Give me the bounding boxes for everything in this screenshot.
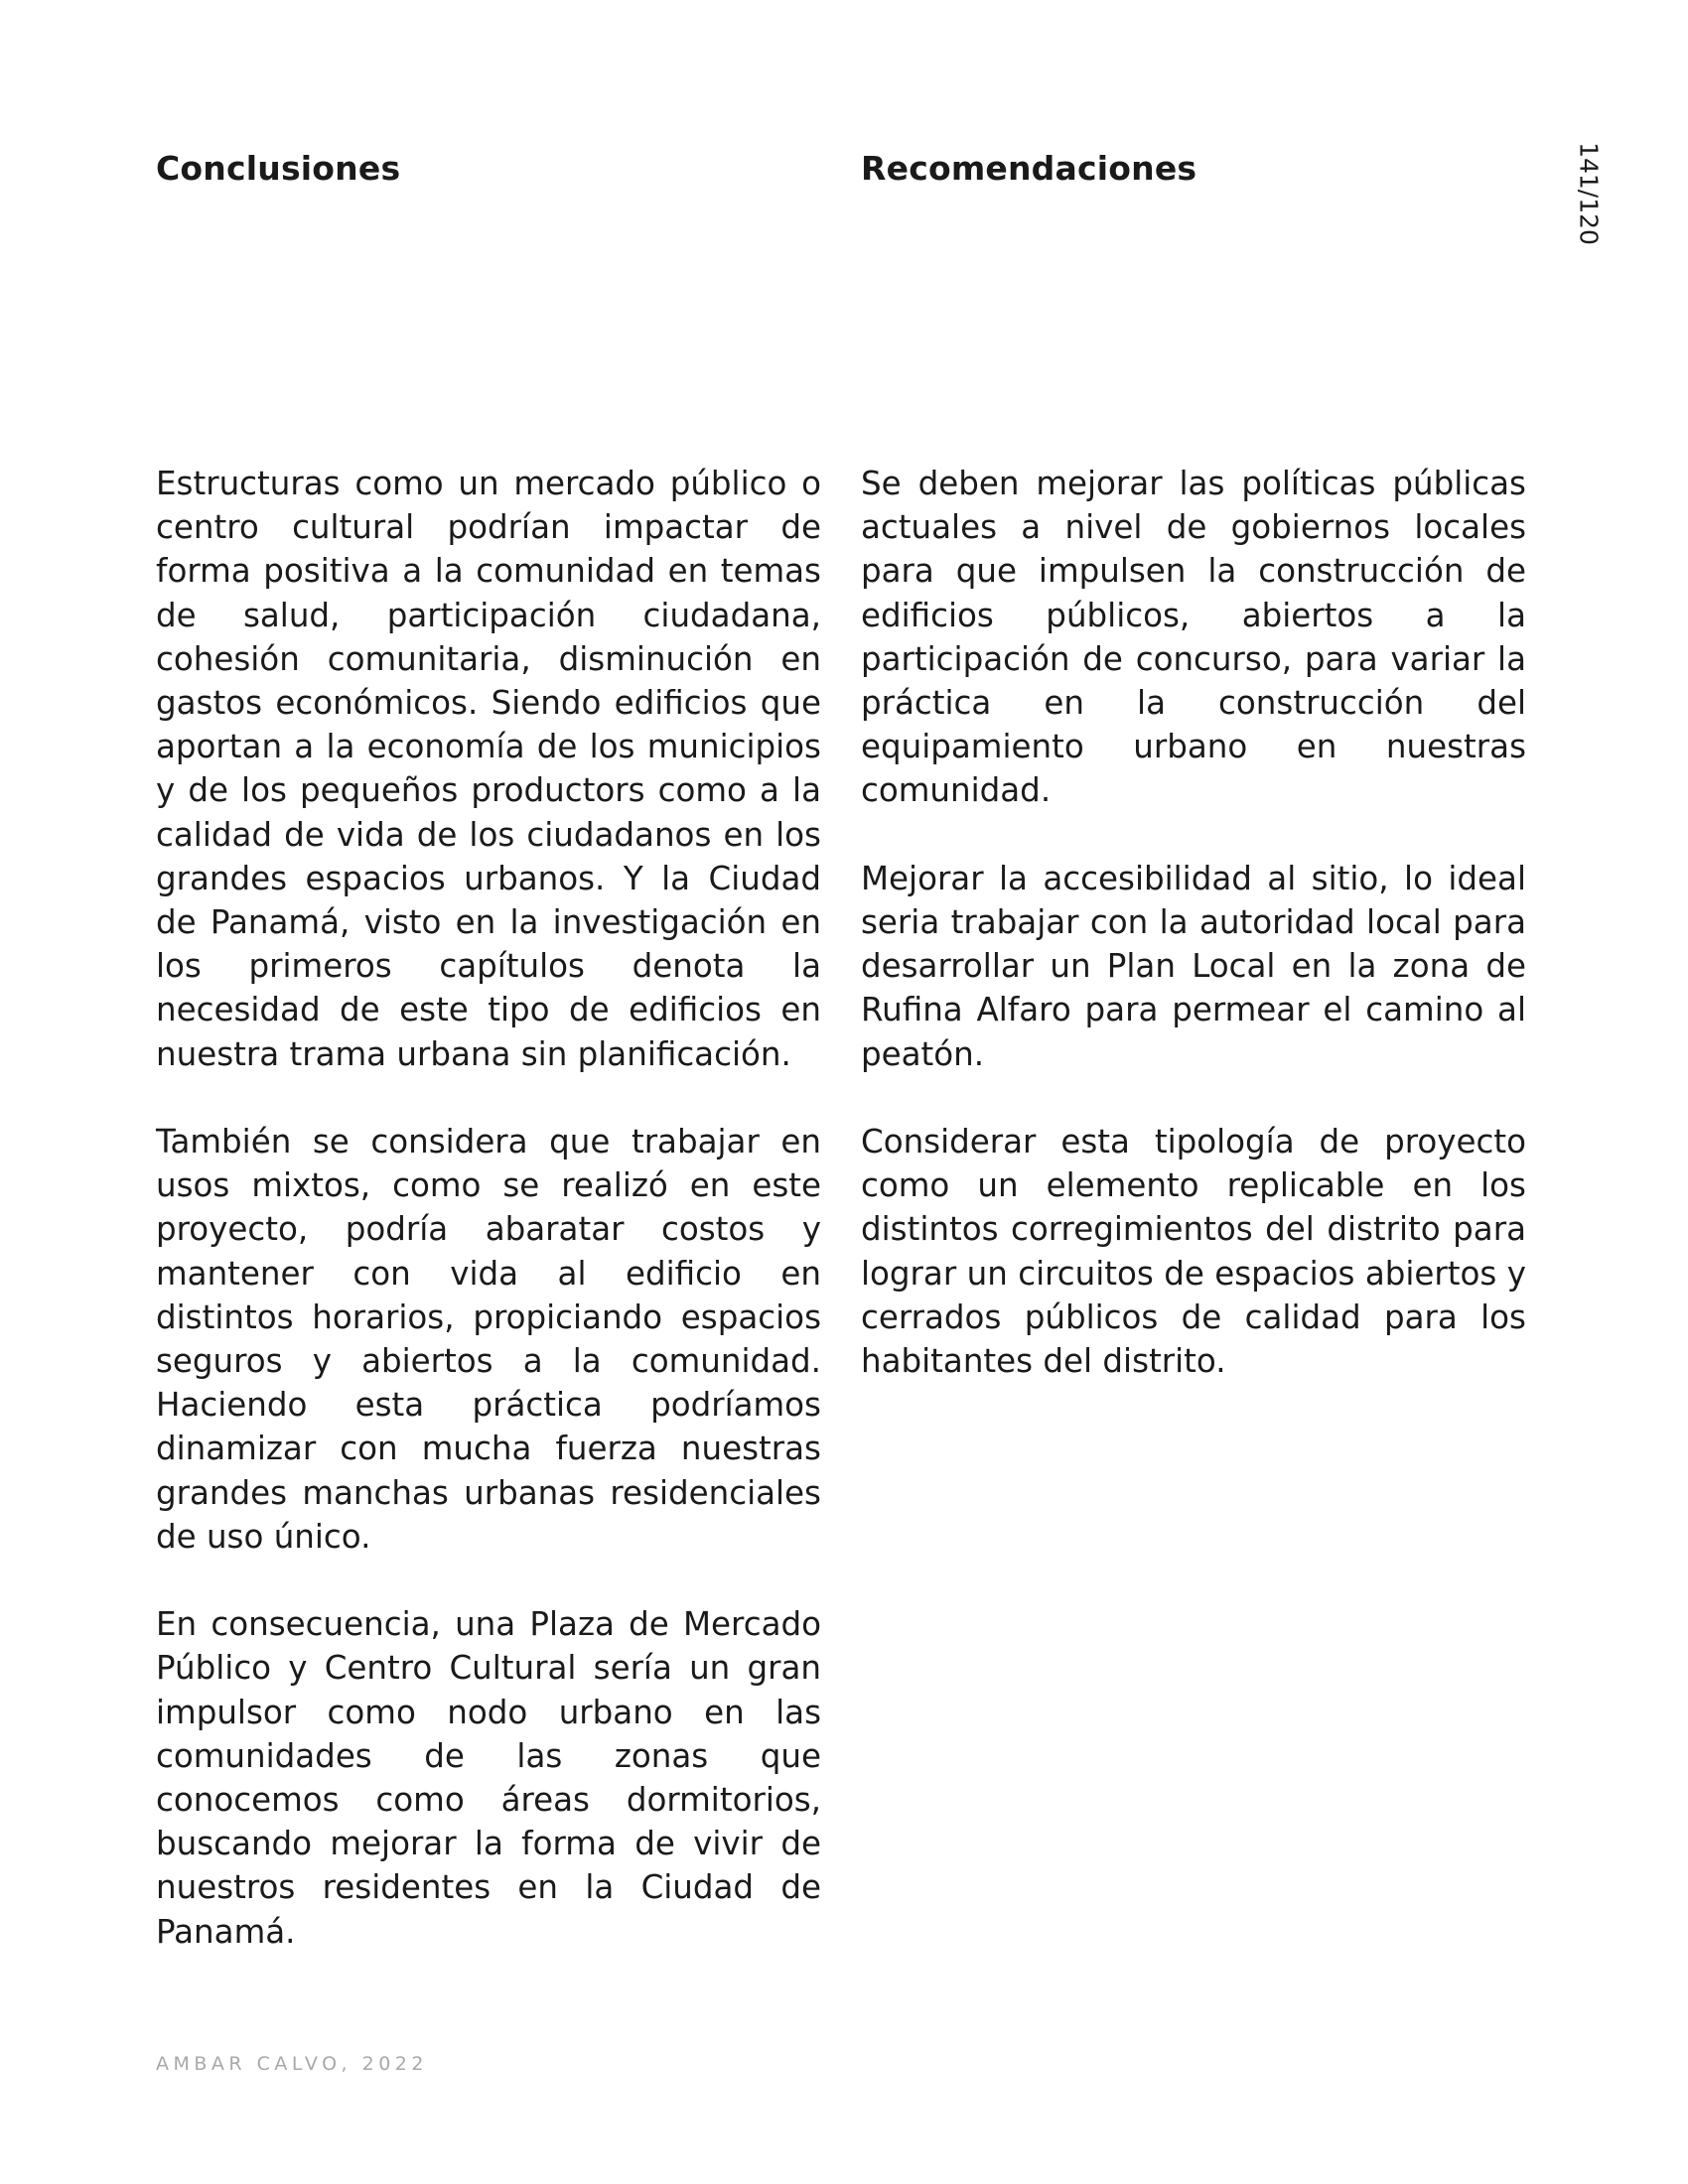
recomendaciones-paragraph: Se deben mejorar las políticas públicas actuales a nivel de gobiernos locales para que impulsen la construcción de edificios públicos, abiertos a la participación de concurso, para variar la práctica en la construcción del equipamiento urbano en nuestras comunidad. bbox=[861, 465, 1526, 810]
conclusiones-paragraph: Estructuras como un mercado público o centro cultural podrían impactar de forma positiva a la comunidad en temas de salud, participación ciudadana, cohesión comunitaria, disminución en gastos económicos. Siendo edificios que aportan a la economía de los municipios y de los pequeños productors como a la calidad de vida de los ciudadanos en los grandes espacios urbanos. Y la Ciudad de Panamá, visto en la investigación en los primeros capítulos denota la necesidad de este tipo de edificios en nuestra trama urbana sin planificación. bbox=[156, 465, 821, 1073]
recomendaciones-paragraph: Mejorar la accesibilidad al sitio, lo ideal seria trabajar con la autoridad local para desarrollar un Plan Local en la zona de Rufina Alfaro para permear el camino al peatón. bbox=[861, 859, 1526, 1073]
conclusiones-heading: Conclusiones bbox=[156, 149, 401, 188]
recomendaciones-paragraph: Considerar esta tipología de proyecto como un elemento replicable en los distintos corregimientos del distrito para lograr un circuitos de espacios abiertos y cerrados públicos de calidad para los habitantes del distrito. bbox=[861, 1123, 1526, 1381]
recomendaciones-heading: Recomendaciones bbox=[861, 149, 1197, 188]
page-number: 141/120 bbox=[1574, 142, 1604, 245]
footer-author: AMBAR CALVO, 2022 bbox=[156, 2053, 428, 2075]
conclusiones-column bbox=[156, 462, 821, 1997]
conclusiones-paragraph: En consecuencia, una Plaza de Mercado Público y Centro Cultural sería un gran impulsor como nodo urbano en las comunidades de las zonas que conocemos como áreas dormitorios, buscando mejorar la forma de vivir de nuestros residentes en la Ciudad de Panamá. bbox=[156, 1605, 821, 1951]
conclusiones-paragraph: También se considera que trabajar en usos mixtos, como se realizó en este proyecto, podría abaratar costos y mantener con vida al edificio en distintos horarios, propiciando espacios seguros y abiertos a la comunidad. Haciendo esta práctica podríamos dinamizar con mucha fuerza nuestras grandes manchas urbanas residenciales de uso único. bbox=[156, 1123, 821, 1556]
recomendaciones-column bbox=[861, 462, 1526, 1427]
